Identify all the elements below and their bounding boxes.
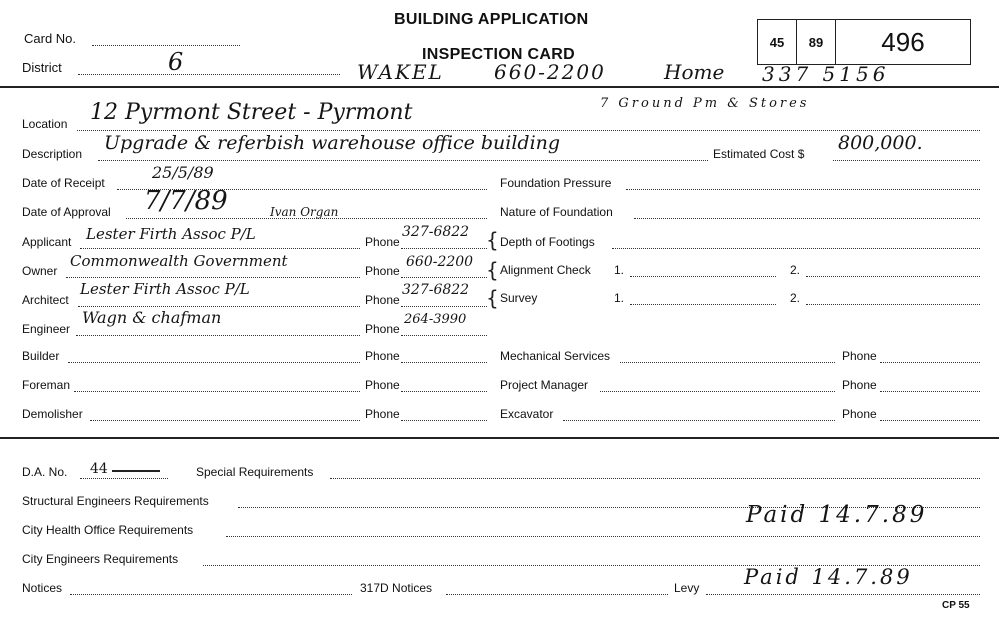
demolisher-phone-label: Phone — [365, 407, 400, 421]
alignment-num-1: 1. — [614, 263, 625, 277]
owner-line — [66, 277, 360, 278]
survey-line-2 — [806, 304, 980, 305]
notices-317d-line — [446, 594, 668, 595]
foreman-label: Foreman — [22, 378, 71, 392]
engineer-label: Engineer — [22, 322, 71, 336]
notices-label: Notices — [22, 581, 63, 595]
da-no-line — [80, 478, 168, 479]
builder-phone-line — [401, 362, 487, 363]
mechanical-label: Mechanical Services — [500, 349, 611, 363]
nature-foundation-label: Nature of Foundation — [500, 205, 613, 219]
survey-num-1: 1. — [614, 291, 625, 305]
health-line — [226, 536, 980, 537]
description-value: Upgrade & referbish warehouse office building — [104, 132, 561, 154]
date-approval-value: 7/7/89 — [144, 186, 228, 216]
depth-footings-line — [612, 248, 980, 249]
engineer-phone: 264-3990 — [404, 312, 467, 327]
applicant-value: Lester Firth Assoc P/L — [86, 225, 256, 243]
da-no-stroke — [112, 470, 160, 472]
date-approval-label: Date of Approval — [22, 205, 111, 219]
home-phone: 337 5156 — [762, 62, 890, 86]
project-manager-label: Project Manager — [500, 378, 589, 392]
district-line — [78, 74, 340, 75]
architect-label: Architect — [22, 293, 69, 307]
builder-line — [68, 362, 360, 363]
alignment-line-2 — [806, 276, 980, 277]
foreman-phone-label: Phone — [365, 378, 400, 392]
estimated-cost-label: Estimated Cost $ — [713, 147, 805, 161]
district-value: 6 — [168, 48, 184, 76]
applicant-label: Applicant — [22, 235, 72, 249]
alignment-num-2: 2. — [790, 263, 801, 277]
excavator-phone-label: Phone — [842, 407, 877, 421]
foreman-phone-line — [401, 391, 487, 392]
card-number-boxes — [757, 19, 971, 65]
applicant-phone-line — [401, 248, 487, 249]
owner-phone-label: Phone — [365, 264, 400, 278]
levy-line — [706, 594, 980, 595]
survey-num-2: 2. — [790, 291, 801, 305]
builder-label: Builder — [22, 349, 60, 363]
description-line — [98, 160, 708, 161]
date-receipt-label: Date of Receipt — [22, 176, 105, 190]
owner-phone-line — [401, 277, 487, 278]
foreman-line — [74, 391, 360, 392]
box-a: 45 — [758, 20, 797, 64]
demolisher-line — [90, 420, 360, 421]
approval-note: Ivan Organ — [270, 205, 339, 219]
da-no-value: 44 — [90, 461, 108, 477]
title-inspection-card: INSPECTION CARD — [422, 46, 575, 63]
form-code: CP 55 — [942, 600, 970, 611]
architect-phone-label: Phone — [365, 293, 400, 307]
applicant-phone-label: Phone — [365, 235, 400, 249]
nature-foundation-line — [634, 218, 980, 219]
foundation-pressure-line — [626, 189, 980, 190]
location-label: Location — [22, 117, 68, 131]
engineer-phone-line — [401, 335, 487, 336]
demolisher-label: Demolisher — [22, 407, 83, 421]
owner-value: Commonwealth Government — [70, 252, 288, 270]
alignment-check-label: Alignment Check — [500, 263, 591, 277]
architect-line — [78, 306, 360, 307]
estimated-cost-line — [833, 160, 980, 161]
location-line — [77, 130, 980, 131]
special-req-line — [330, 478, 980, 479]
project-manager-phone-line — [880, 391, 980, 392]
applicant-line — [80, 248, 360, 249]
location-value: 12 Pyrmont Street - Pyrmont — [90, 100, 413, 125]
alignment-line-1 — [630, 276, 776, 277]
top-rule — [0, 86, 999, 88]
box-b: 89 — [797, 20, 836, 64]
engineer-line — [76, 335, 360, 336]
structural-label: Structural Engineers Requirements — [22, 494, 209, 508]
header-note: WAKEL — [357, 60, 444, 84]
architect-phone: 327-6822 — [402, 282, 470, 298]
owner-label: Owner — [22, 264, 58, 278]
mechanical-phone-label: Phone — [842, 349, 877, 363]
health-label: City Health Office Requirements — [22, 523, 194, 537]
city-eng-label: City Engineers Requirements — [22, 552, 179, 566]
notices-317d-label: 317D Notices — [360, 581, 433, 595]
home-label: Home — [664, 60, 725, 84]
notices-line — [70, 594, 352, 595]
brace-1: { — [486, 228, 499, 252]
district-label: District — [22, 60, 62, 75]
excavator-phone-line — [880, 420, 980, 421]
card-number: 496 — [881, 26, 925, 57]
engineer-phone-label: Phone — [365, 322, 400, 336]
applicant-phone: 327-6822 — [402, 224, 470, 240]
brace-2: { — [486, 258, 499, 282]
demolisher-phone-line — [401, 420, 487, 421]
brace-3: { — [486, 286, 499, 310]
header-phone: 660-2200 — [494, 60, 606, 84]
card-no-label: Card No. — [24, 31, 77, 46]
special-req-label: Special Requirements — [196, 465, 314, 479]
description-label: Description — [22, 147, 83, 161]
architect-value: Lester Firth Assoc P/L — [80, 280, 250, 298]
survey-label: Survey — [500, 291, 538, 305]
mechanical-line — [620, 362, 835, 363]
excavator-label: Excavator — [500, 407, 554, 421]
top-right-note: 7 Ground Pm & Stores — [600, 96, 810, 111]
estimated-cost-value: 800,000. — [838, 132, 923, 154]
health-value: Paid 14.7.89 — [746, 502, 928, 528]
card-no-line — [92, 45, 240, 46]
owner-phone: 660-2200 — [406, 254, 474, 270]
project-manager-line — [600, 391, 835, 392]
excavator-line — [563, 420, 835, 421]
date-receipt-value: 25/5/89 — [152, 163, 214, 182]
levy-value: Paid 14.7.89 — [744, 565, 913, 589]
architect-phone-line — [401, 306, 487, 307]
builder-phone-label: Phone — [365, 349, 400, 363]
levy-label: Levy — [674, 581, 700, 595]
da-no-label: D.A. No. — [22, 465, 68, 479]
title-building-application: BUILDING APPLICATION — [394, 11, 589, 28]
foundation-pressure-label: Foundation Pressure — [500, 176, 612, 190]
depth-footings-label: Depth of Footings — [500, 235, 595, 249]
mechanical-phone-line — [880, 362, 980, 363]
engineer-value: Wagn & chafman — [82, 308, 222, 327]
middle-rule — [0, 437, 999, 439]
project-manager-phone-label: Phone — [842, 378, 877, 392]
survey-line-1 — [630, 304, 776, 305]
